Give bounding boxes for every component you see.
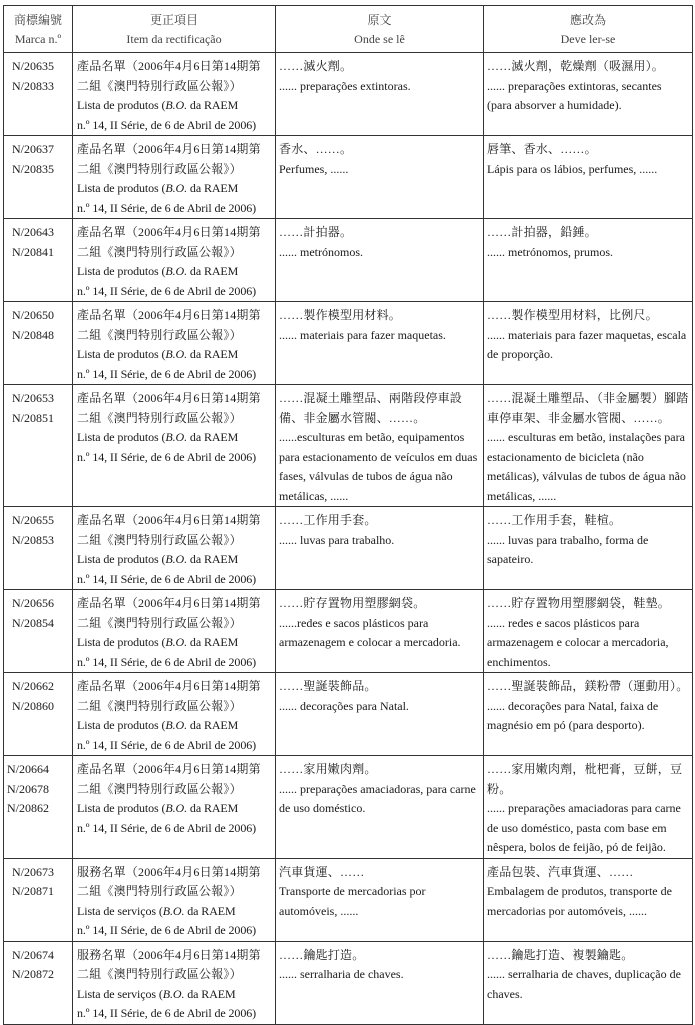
corrected-text-cell (484, 590, 693, 673)
mark-numbers-cell (4, 302, 73, 385)
item-pt-line-1 (77, 96, 274, 116)
table-row (4, 858, 693, 941)
original-pt: Perfumes, ...... (279, 161, 349, 176)
header-marks-pt: Marca n.º (14, 32, 62, 46)
item-region: da RAEM (184, 986, 236, 1001)
item-region: da RAEM (187, 347, 239, 361)
mark-number: N/20848 (12, 327, 54, 342)
original-text-cell (276, 219, 484, 302)
item-region: da RAEM (187, 181, 239, 195)
original-pt: Transporte de mercadorias por automóveis, ...... (279, 884, 426, 918)
corrected-zh: ……家用嫩肉劑，枇杷膏，豆餅，豆粉。 (487, 762, 683, 796)
mark-number: N/20835 (12, 161, 54, 176)
item-list-name: Lista de produtos ( (77, 801, 166, 815)
original-text-cell (276, 756, 484, 859)
item-list-name: Lista de produtos ( (77, 718, 166, 732)
original-pt: ...... preparações amaciadoras, para carne de uso doméstico. (279, 781, 476, 815)
original-text-cell (276, 507, 484, 590)
item-zh-line-1: 產品名單（2006年4月6日第14期第 (77, 513, 261, 527)
rectification-item-cell (73, 756, 276, 859)
corrected-text-cell (484, 858, 693, 941)
item-list-name: Lista de produtos ( (77, 264, 166, 278)
item-zh-line-1: 產品名單（2006年4月6日第14期第 (77, 308, 261, 322)
mark-number: N/20833 (12, 78, 54, 93)
item-pt-line-2: n.º 14, II Série, de 6 de Abril de 2006) (77, 923, 257, 937)
item-list-name: Lista de produtos ( (77, 430, 166, 444)
item-pt-line-2: n.º 14, II Série, de 6 de Abril de 2006) (77, 200, 257, 215)
item-bulletin-abbrev: B.O. (165, 718, 188, 732)
header-item-zh: 更正項目 (149, 12, 198, 27)
corrected-pt: ...... esculturas em betão, instalações para estacionamento de bicicleta (não metálicas), válvulas de tubos de água não metálicas, ...... (487, 430, 686, 503)
item-pt-line-1 (77, 179, 274, 199)
original-zh: ……家用嫩肉劑。 (279, 762, 377, 776)
item-region: da RAEM (187, 635, 239, 649)
mark-numbers-cell (4, 507, 73, 590)
item-zh-line-1: 產品名單（2006年4月6日第14期第 (77, 596, 261, 610)
item-pt-line-1 (77, 550, 274, 570)
item-pt-line-1 (77, 799, 274, 819)
mark-number: N/20653 (12, 391, 54, 405)
item-pt-line-1 (77, 985, 274, 1005)
item-pt-line-2: n.º 14, II Série, de 6 de Abril de 2006) (77, 820, 257, 835)
mark-number: N/20650 (12, 308, 54, 322)
item-list-name: Lista de produtos ( (77, 181, 166, 195)
item-pt-line-2: n.º 14, II Série, de 6 de Abril de 2006) (77, 1006, 257, 1020)
item-pt-line-2: n.º 14, II Série, de 6 de Abril de 2006) (77, 737, 257, 752)
header-corrected-pt: Deve ler-se (560, 32, 616, 46)
rectification-item-cell (73, 590, 276, 673)
corrected-text-cell (484, 756, 693, 859)
item-zh-line-2: 二組《澳門特別行政區公報》） (77, 410, 242, 425)
rectification-item-cell (73, 53, 276, 136)
item-zh-line-2: 二組《澳門特別行政區公報》） (77, 244, 242, 259)
mark-number: N/20656 (12, 596, 54, 610)
header-corrected-zh: 應改為 (569, 12, 606, 27)
item-list-name: Lista de serviços ( (77, 986, 163, 1001)
table-row (4, 53, 693, 136)
mark-number: N/20871 (12, 884, 54, 898)
corrected-zh: ……貯存置物用塑膠網袋，鞋墊。 (487, 596, 671, 610)
original-pt: ...... decorações para Natal. (279, 698, 409, 713)
item-zh-line-2: 二組《澳門特別行政區公報》） (77, 781, 242, 796)
mark-number: N/20854 (12, 615, 54, 630)
mark-number: N/20637 (12, 142, 54, 156)
corrected-zh: ……製作模型用材料，比例尺。 (487, 308, 658, 322)
corrected-pt: ...... luvas para trabalho, forma de sapateiro. (487, 532, 649, 566)
corrected-pt: ...... preparações extintoras, secantes (para absorver a humidade). (487, 78, 662, 112)
item-pt-line-2: n.º 14, II Série, de 6 de Abril de 2006) (77, 571, 257, 586)
table-row (4, 136, 693, 219)
item-zh-line-1: 服務名單（2006年4月6日第14期第 (77, 864, 261, 879)
corrected-zh: ……聖誕裝飾品，鎂粉帶（運動用）。 (487, 679, 689, 693)
rectification-item-cell (73, 302, 276, 385)
corrected-pt: ...... serralharia de chaves, duplicação de chaves. (487, 967, 681, 1001)
header-marks (4, 6, 73, 53)
item-list-name: Lista de produtos ( (77, 98, 166, 112)
mark-number: N/20662 (12, 679, 54, 693)
item-list-name: Lista de serviços ( (77, 903, 163, 918)
original-text-cell (276, 302, 484, 385)
mark-number: N/20635 (12, 59, 54, 73)
header-marks-zh: 商標編號 (13, 12, 62, 27)
corrected-text-cell (484, 219, 693, 302)
original-text-cell (276, 136, 484, 219)
mark-numbers-cell (4, 590, 73, 673)
corrected-pt: ...... metrónomos, prumos. (487, 244, 613, 259)
item-zh-line-2: 二組《澳門特別行政區公報》） (77, 161, 242, 176)
item-bulletin-abbrev: B.O. (165, 635, 188, 649)
original-text-cell (276, 53, 484, 136)
original-zh: ……貯存置物用塑膠網袋。 (279, 596, 426, 610)
item-pt-line-2: n.º 14, II Série, de 6 de Abril de 2006) (77, 366, 257, 381)
mark-numbers-cell (4, 673, 73, 756)
item-bulletin-abbrev: B.O. (165, 181, 188, 195)
original-text-cell (276, 385, 484, 507)
corrected-pt: ...... materiais para fazer maquetas, escala de proporção. (487, 327, 687, 361)
original-pt: ...... serralharia de chaves. (279, 967, 404, 981)
original-pt: ...... luvas para trabalho. (279, 532, 395, 547)
mark-number: N/20860 (12, 698, 54, 713)
item-pt-line-1 (77, 716, 274, 736)
corrected-text-cell (484, 385, 693, 507)
header-original (276, 6, 484, 53)
rectification-item-cell (73, 941, 276, 1024)
header-original-zh: 原文 (367, 12, 392, 27)
item-region: da RAEM (187, 264, 239, 278)
corrected-text-cell (484, 673, 693, 756)
mark-numbers-cell (4, 136, 73, 219)
original-pt: ......redes e sacos plásticos para armazenagem e colocar a mercadoria. (279, 615, 461, 649)
original-pt: ...... materiais para fazer maquetas. (279, 327, 446, 342)
corrected-pt: ...... decorações para Natal, faixa de magnésio em pó (para desporto). (487, 698, 659, 732)
original-zh: ……製作模型用材料。 (279, 308, 402, 322)
corrected-zh: ……工作用手套，鞋楦。 (487, 513, 622, 527)
original-zh: ……聖誕裝飾品。 (279, 679, 377, 693)
mark-number: N/20862 (7, 801, 49, 815)
corrected-pt: ...... preparações amaciadoras para carne de uso doméstico, pasta com base em nêspera, bolos de feijão, pó de feijão. (487, 801, 681, 854)
mark-number: N/20853 (12, 532, 54, 547)
original-zh: ……混凝土雕塑品、兩階段停車設備、非金屬水管閥、……。 (279, 391, 463, 425)
mark-number: N/20841 (12, 244, 54, 259)
table-row (4, 219, 693, 302)
original-zh: ……滅火劑。 (279, 59, 353, 73)
corrected-text-cell (484, 53, 693, 136)
original-pt: ...... preparações extintoras. (279, 78, 411, 93)
item-pt-line-1 (77, 345, 274, 365)
item-region: da RAEM (184, 903, 236, 918)
item-zh-line-2: 二組《澳門特別行政區公報》） (77, 327, 242, 342)
table-row (4, 941, 693, 1024)
rectification-item-cell (73, 385, 276, 507)
item-zh-line-2: 二組《澳門特別行政區公報》） (77, 615, 242, 630)
mark-number: N/20872 (12, 967, 54, 981)
item-pt-line-2: n.º 14, II Série, de 6 de Abril de 2006) (77, 449, 257, 464)
original-zh: 汽車貨運、…… (279, 864, 365, 879)
item-zh-line-2: 二組《澳門特別行政區公報》） (77, 884, 242, 898)
item-bulletin-abbrev: B.O. (165, 98, 188, 112)
item-zh-line-1: 產品名單（2006年4月6日第14期第 (77, 59, 261, 73)
item-region: da RAEM (187, 552, 239, 566)
rectification-item-cell (73, 219, 276, 302)
item-region: da RAEM (187, 430, 239, 444)
header-item-pt: Item da rectificação (126, 32, 222, 46)
mark-number: N/20851 (12, 410, 54, 425)
item-region: da RAEM (187, 718, 239, 732)
item-pt-line-1 (77, 262, 274, 282)
mark-number: N/20664 (7, 762, 49, 776)
mark-numbers-cell (4, 219, 73, 302)
item-zh-line-1: 產品名單（2006年4月6日第14期第 (77, 391, 261, 405)
rectification-item-cell (73, 136, 276, 219)
mark-numbers-cell (4, 756, 73, 859)
mark-number: N/20678 (7, 781, 49, 796)
original-text-cell (276, 858, 484, 941)
corrected-zh: 產品包裝、汽車貨運、…… (487, 864, 634, 879)
item-zh-line-2: 二組《澳門特別行政區公報》） (77, 967, 242, 981)
item-bulletin-abbrev: B.O. (165, 347, 188, 361)
table-row (4, 590, 693, 673)
original-zh: ……計拍器。 (279, 225, 353, 239)
corrected-text-cell (484, 136, 693, 219)
header-row (4, 6, 693, 53)
rectification-item-cell (73, 858, 276, 941)
item-bulletin-abbrev: B.O. (162, 986, 185, 1001)
item-zh-line-1: 產品名單（2006年4月6日第14期第 (77, 679, 261, 693)
item-pt-line-1 (77, 428, 274, 448)
original-pt: ...... metrónomos. (279, 244, 363, 259)
mark-number: N/20655 (12, 513, 54, 527)
corrected-zh: ……計拍器，鉛錘。 (487, 225, 597, 239)
corrected-zh: 唇筆、香水、……。 (487, 142, 597, 156)
table-row (4, 302, 693, 385)
header-item (73, 6, 276, 53)
item-list-name: Lista de produtos ( (77, 552, 166, 566)
corrected-pt: Embalagem de produtos, transporte de mercadorias por automóveis, ...... (487, 884, 672, 918)
original-pt: ......esculturas em betão, equipamentos para estacionamento de veículos em duas fases, válvulas de tubos de água não metálicas, ...... (279, 430, 478, 503)
item-list-name: Lista de produtos ( (77, 347, 166, 361)
item-zh-line-1: 產品名單（2006年4月6日第14期第 (77, 762, 261, 776)
item-pt-line-1 (77, 633, 274, 653)
table-row (4, 385, 693, 507)
mark-number: N/20643 (12, 225, 54, 239)
corrected-text-cell (484, 507, 693, 590)
item-zh-line-1: 產品名單（2006年4月6日第14期第 (77, 225, 261, 239)
item-pt-line-2: n.º 14, II Série, de 6 de Abril de 2006) (77, 283, 257, 298)
item-zh-line-2: 二組《澳門特別行政區公報》） (77, 698, 242, 713)
mark-numbers-cell (4, 385, 73, 507)
table-body (4, 53, 693, 1025)
original-zh: ……鑰匙打造。 (279, 947, 365, 962)
mark-numbers-cell (4, 858, 73, 941)
item-bulletin-abbrev: B.O. (162, 903, 185, 918)
rectification-item-cell (73, 673, 276, 756)
item-bulletin-abbrev: B.O. (165, 430, 188, 444)
table-row (4, 673, 693, 756)
table-row (4, 756, 693, 859)
item-list-name: Lista de produtos ( (77, 635, 166, 649)
corrected-text-cell (484, 302, 693, 385)
item-region: da RAEM (187, 801, 239, 815)
item-bulletin-abbrev: B.O. (165, 801, 188, 815)
original-text-cell (276, 673, 484, 756)
corrected-text-cell (484, 941, 693, 1024)
mark-number: N/20673 (12, 864, 54, 879)
corrected-zh: ……混凝土雕塑品、（非金屬製）腳踏車停車架、非金屬水管閥、……。 (487, 391, 689, 425)
original-zh: ……工作用手套。 (279, 513, 377, 527)
item-pt-line-2: n.º 14, II Série, de 6 de Abril de 2006) (77, 117, 257, 132)
corrected-pt: ...... redes e sacos plásticos para armazenagem e colocar a mercadoria, enchimentos. (487, 615, 669, 669)
mark-numbers-cell (4, 53, 73, 136)
item-bulletin-abbrev: B.O. (165, 264, 188, 278)
original-text-cell (276, 590, 484, 673)
mark-number: N/20674 (12, 947, 54, 962)
item-bulletin-abbrev: B.O. (165, 552, 188, 566)
table-row (4, 507, 693, 590)
header-original-pt: Onde se lê (354, 32, 405, 46)
item-pt-line-2: n.º 14, II Série, de 6 de Abril de 2006) (77, 654, 257, 669)
mark-numbers-cell (4, 941, 73, 1024)
original-text-cell (276, 941, 484, 1024)
original-zh: 香水、……。 (279, 142, 353, 156)
header-corrected (484, 6, 693, 53)
item-region: da RAEM (187, 98, 239, 112)
item-zh-line-2: 二組《澳門特別行政區公報》） (77, 78, 242, 93)
rectification-item-cell (73, 507, 276, 590)
corrected-zh: ……滅火劑，乾燥劑（吸濕用）。 (487, 59, 665, 73)
item-zh-line-2: 二組《澳門特別行政區公報》） (77, 532, 242, 547)
item-zh-line-1: 服務名單（2006年4月6日第14期第 (77, 947, 261, 962)
item-pt-line-1 (77, 902, 274, 922)
rectification-table (3, 5, 693, 1025)
corrected-pt: Lápis para os lábios, perfumes, ...... (487, 161, 658, 176)
corrected-zh: ……鑰匙打造、複製鑰匙。 (487, 947, 634, 962)
item-zh-line-1: 產品名單（2006年4月6日第14期第 (77, 142, 261, 156)
